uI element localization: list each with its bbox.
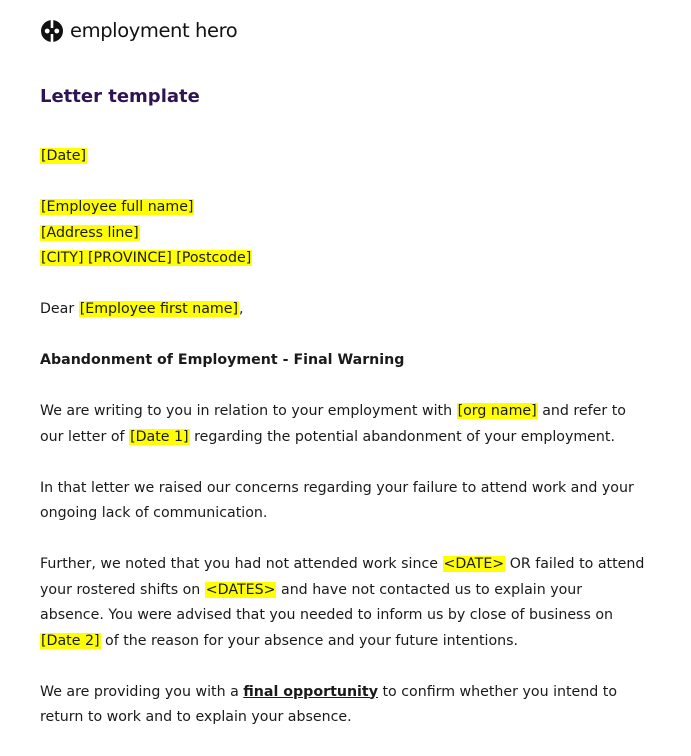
p3-text-c: and have not contacted us to explain your absence. You were advised that you needed to inform us by close of business on [40, 581, 614, 623]
employee-full-name-placeholder: [Employee full name] [41, 199, 194, 215]
page-title: Letter template [40, 86, 200, 107]
date-2-placeholder: [Date 2] [41, 632, 100, 649]
letter-date [40, 144, 650, 170]
letter-address [40, 195, 650, 272]
p3-text-d: of the reason for your absence and your future intentions. [100, 632, 519, 649]
p3-text-b: OR failed to attend your rostered shifts on [40, 556, 645, 598]
paragraph-1 [40, 399, 650, 450]
paragraph-4 [40, 680, 650, 731]
date-tag-placeholder: <DATE> [443, 556, 505, 572]
salutation-suffix: , [239, 301, 244, 317]
salutation [40, 297, 650, 323]
date-placeholder: [Date] [41, 148, 86, 164]
org-name-placeholder: [org name] [457, 403, 537, 419]
p1-text-a: We are writing to you in relation to your employment with [40, 403, 457, 419]
paragraph-3 [40, 552, 650, 654]
letter-body [40, 144, 650, 756]
final-opportunity-emphasis: final opportunity [243, 683, 378, 700]
address-line-placeholder: [Address line] [41, 224, 139, 241]
employment-hero-logo-icon [40, 19, 64, 43]
p4-text-b: to confirm whether you intend to return to work and to explain your absence. [40, 683, 618, 725]
letter-subject: Abandonment of Employment - Final Warning [40, 352, 405, 368]
date-1-placeholder: [Date 1] [130, 428, 189, 445]
p3-text-a: Further, we noted that you had not attended work since [40, 556, 443, 572]
p1-text-c: regarding the potential abandonment of your employment. [189, 428, 615, 445]
city-province-postcode-placeholder: [CITY] [PROVINCE] [Postcode] [41, 250, 252, 266]
employee-first-name-placeholder: [Employee first name] [79, 301, 239, 317]
dates-tag-placeholder: <DATES> [205, 581, 276, 598]
brand-name: employment hero [70, 19, 238, 42]
paragraph-2: In that letter we raised our concerns regarding your failure to attend work and your ongoing lack of communication. [40, 479, 634, 521]
p1-text-b: and refer to our letter of [40, 403, 626, 445]
salutation-prefix: Dear [40, 301, 79, 317]
p4-text-a: We are providing you with a [40, 683, 244, 700]
brand-logo [40, 17, 237, 45]
